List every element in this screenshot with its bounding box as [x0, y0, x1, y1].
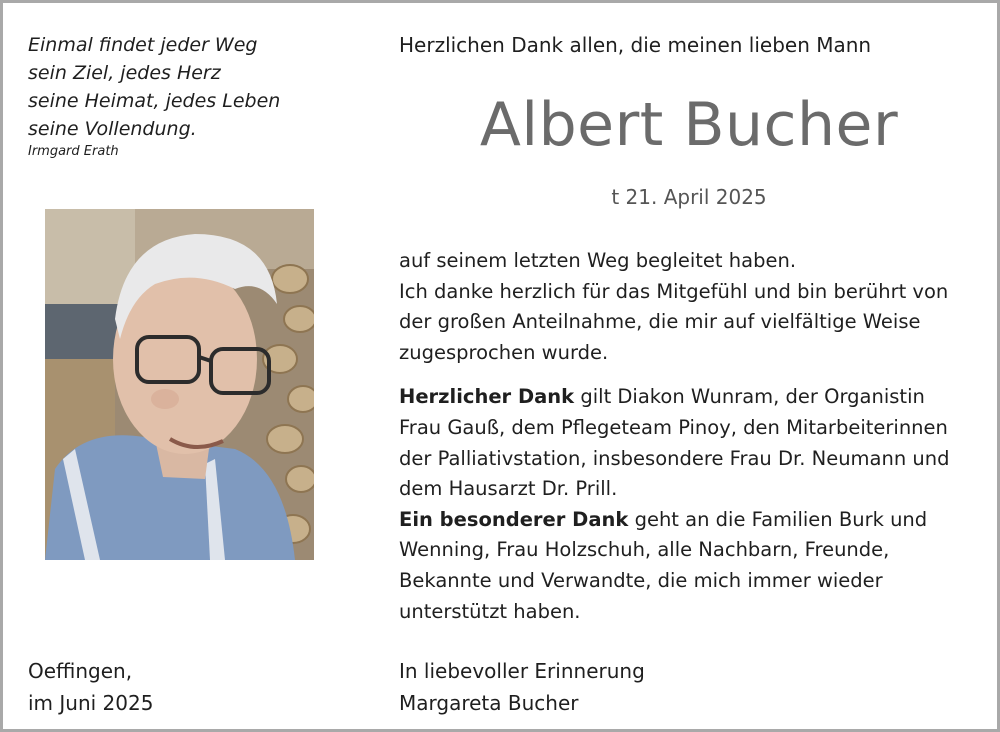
poem-author: Irmgard Erath	[28, 144, 119, 159]
place-and-date	[28, 655, 153, 719]
text-line: Ich danke herzlich für das Mitgefühl und bin berührt von	[399, 279, 949, 303]
poem-line: sein Ziel, jedes Herz	[28, 62, 221, 84]
text-line: Wenning, Frau Holzschuh, alle Nachbarn, Freunde,	[399, 538, 890, 562]
portrait-photo	[45, 209, 314, 560]
poem-line: Einmal findet jeder Weg	[28, 34, 258, 56]
death-date: t 21. April 2025	[611, 185, 767, 209]
text-line	[399, 382, 989, 413]
bold-phrase: Ein besonderer Dank	[399, 507, 629, 531]
text-line: dem Hausarzt Dr. Prill.	[399, 477, 618, 501]
poem	[28, 31, 280, 143]
thanks-text	[399, 246, 989, 627]
text-line: Bekannte und Verwandte, die mich immer wieder	[399, 568, 883, 592]
signoff-name: Margareta Bucher	[399, 691, 579, 715]
text-line	[399, 505, 989, 536]
text-line: zugesprochen wurde.	[399, 340, 609, 364]
bold-phrase: Herzlicher Dank	[399, 385, 575, 409]
poem-line: seine Heimat, jedes Leben	[28, 90, 281, 112]
text-span: gilt Diakon Wunram, der Organistin	[574, 385, 925, 409]
text-line: unterstützt haben.	[399, 599, 581, 623]
deceased-name: Albert Bucher	[479, 90, 899, 160]
date-line: im Juni 2025	[28, 691, 154, 715]
portrait-photo-drawing	[45, 209, 314, 560]
intro-text: Herzlichen Dank allen, die meinen lieben Mann	[399, 33, 872, 57]
signoff-line: In liebevoller Erinnerung	[399, 659, 645, 683]
text-span: geht an die Familien Burk und	[628, 507, 928, 531]
poem-line: seine Vollendung.	[28, 118, 197, 140]
text-line: der Palliativstation, insbesondere Frau Dr. Neumann und	[399, 446, 950, 470]
place-line: Oeffingen,	[28, 659, 133, 683]
text-line: Frau Gauß, dem Pflegeteam Pinoy, den Mitarbeiterinnen	[399, 415, 948, 439]
signoff	[399, 655, 645, 719]
text-line: auf seinem letzten Weg begleitet haben.	[399, 249, 797, 272]
text-line: der großen Anteilnahme, die mir auf vielfältige Weise	[399, 310, 921, 334]
